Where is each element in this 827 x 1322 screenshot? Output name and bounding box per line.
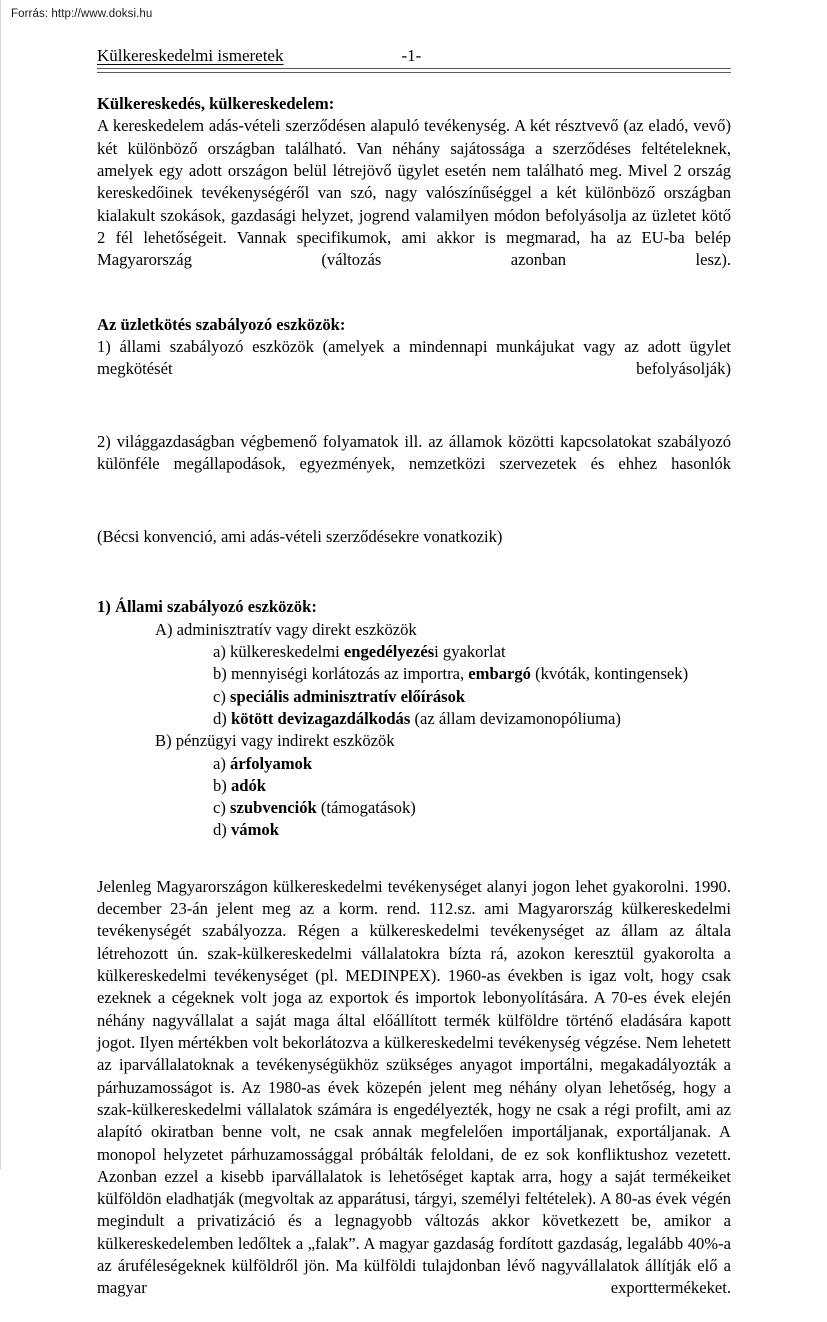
paragraph-jelenleg-magyarorszagon: Jelenleg Magyarországon külkereskedelmi tevékenységet alanyi jogon lehet gyakorolni. 1990. december 23-án jelent meg az a korm. rend. 112.sz. ami Magyarország külkereskedelmi tevékenységét szabályozza. Régen a külkereskedelmi tevékenységet az állam az általa létrehozott ún. szak-külkereskedelmi vállalatokra bízta rá, azokon keresztül gyakorolta a külkereskedelmi tevékenységet (pl. MEDINPEX). 1960-as években is igaz volt, hogy csak ezeknek a cégeknek volt joga az exportok és importok lebonyolítására. A 70-es évek elején néhány nagyvállalat a saját maga által előállított termék külföldre történő eladására kapott jogot. Ilyen mértékben volt bekorlátozva a külkereskedelmi tevékenység végzése. Nem lehetett az iparvállalatoknak a tevékenységükhöz szükséges anyagot importálni, megakadályozták a párhuzamosságot is. Az 1980-as évek közepén jelent meg néhány olyan lehetőség, hogy a szak-külkereskedelmi vállalatok számára is engedélyezték, hogy ne csak a régi profilt, ami az alapító okiratban benne volt, ne csak annak megfelelően importáljanak, exportáljanak. A monopol helyzetet párhuzamossággal próbálták feloldani, de ez sok konfliktushoz vezetett. Azonban ezzel a kisebb iparvállalatok is lehetőséget kaptak arra, hogy a saját termékeiket külföldön eladhatják (megvoltak az apparátusi, tárgyi, személyi feltételek). A 80-as évek végén megindult a privatizáció és a legnagyobb változás akkor következett be, amikor a külkereskedelemben ledőltek a „falak”. A magyar gazdaság fordított gazdaság, legalább 40%-a az áruféleségeknek külföldről jön. Ma külföldi tulajdonban lévő nagyvállalatok állítják elő a magyar exporttermékeket. [97, 876, 731, 1298]
paragraph-uzletkotes-item-1: 1) állami szabályozó eszközök (amelyek a mindennapi munkájukat vagy az adott ügylet megkötését befolyásolják) [97, 337, 731, 379]
outline-item-text: d) [213, 708, 231, 728]
section-heading-uzletkotes: Az üzletkötés szabályozó eszközök: [97, 314, 346, 334]
source-watermark: Forrás: http://www.doksi.hu [11, 8, 153, 20]
outline-item-text: (az állam devizamonopóliuma) [410, 708, 621, 728]
outline-item-term: embargó [468, 664, 531, 684]
outline-item [97, 819, 731, 841]
spacer [97, 548, 731, 582]
outline-item-text: (támogatások) [316, 798, 416, 818]
outline-item-text: (kvóták, kontingensek) [530, 664, 689, 684]
spacer [97, 582, 731, 596]
outline-item-term: engedélyezés [343, 641, 435, 661]
outline-item-text: B) pénzügyi vagy indirekt eszközök [155, 731, 395, 751]
outline-item-text: i gyakorlat [434, 641, 506, 661]
spacer [97, 498, 731, 526]
outline-item-text: c) [213, 798, 231, 818]
running-head-title: Külkereskedelmi ismeretek [97, 46, 284, 65]
page-number-marker: -1- [401, 46, 422, 65]
outline-item-term: speciális adminisztratív előírások [230, 686, 466, 706]
document-body [97, 93, 731, 1322]
outline-item-text: a) külkereskedelmi [213, 641, 344, 661]
running-head [97, 46, 731, 73]
spacer [97, 294, 731, 314]
paragraph-kulkereskedes-body: A kereskedelem adás-vételi szerződésen alapuló tevékenység. A két résztvevő (az eladó, vevő) két különböző országban található. Van néhány sajátossága a szerződéses feltételeknek, amelyek egy adott országon belül létrejövő ügylet esetén nem található meg. Mivel 2 ország kereskedőinek tevékenységéről van szó, nagy valószínűséggel a két különböző országban kialakult szokások, gazdasági helyzet, jogrend valamilyen módon befolyásolja az üzletet kötő 2 fél lehetőségeit. Vannak specifikumok, ami akkor is megmarad, ha az EU-ba belép Magyarország (változás azonban lesz). [97, 116, 731, 270]
outline-item [97, 641, 731, 663]
outline-item [97, 663, 731, 685]
outline-item-text: b) mennyiségi korlátozás az importra, [213, 664, 469, 684]
outline-item-term: szubvenciók [230, 798, 317, 818]
outline-item-term: kötött devizagazdálkodás [230, 708, 411, 728]
outline-item [97, 730, 731, 752]
outline-list [97, 619, 731, 842]
section-heading-allami-eszkozok: 1) Állami szabályozó eszközök: [97, 597, 317, 617]
paragraph-becsi-konvencio: (Bécsi konvenció, ami adás-vételi szerződésekre vonatkozik) [97, 527, 503, 546]
outline-item [97, 775, 731, 797]
outline-item-text: d) [213, 820, 231, 840]
outline-item [97, 753, 731, 775]
outline-item-text: a) [213, 753, 231, 773]
paragraph-uzletkotes-item-2: 2) világgazdaságban végbemenő folyamatok ill. az államok közötti kapcsolatokat szabályozó különféle megállapodások, egyezmények, nemzetközi szervezetek és ehhez hasonlók [97, 432, 731, 474]
outline-item-text: b) [213, 775, 231, 795]
outline-item-text: A) adminisztratív vagy direkt eszközök [155, 619, 417, 639]
outline-item-term: adók [230, 775, 267, 795]
outline-item-term: vámok [230, 820, 279, 840]
outline-item-text: c) [213, 686, 231, 706]
outline-item [97, 686, 731, 708]
header-double-rule [97, 68, 731, 73]
outline-item [97, 619, 731, 641]
outline-item [97, 708, 731, 730]
section-heading-kulkereskedes: Külkereskedés, külkereskedelem: [97, 94, 335, 113]
spacer [97, 842, 731, 876]
running-head-row [97, 46, 731, 66]
outline-item-term: árfolyamok [230, 753, 313, 773]
outline-item [97, 797, 731, 819]
spacer [97, 403, 731, 431]
